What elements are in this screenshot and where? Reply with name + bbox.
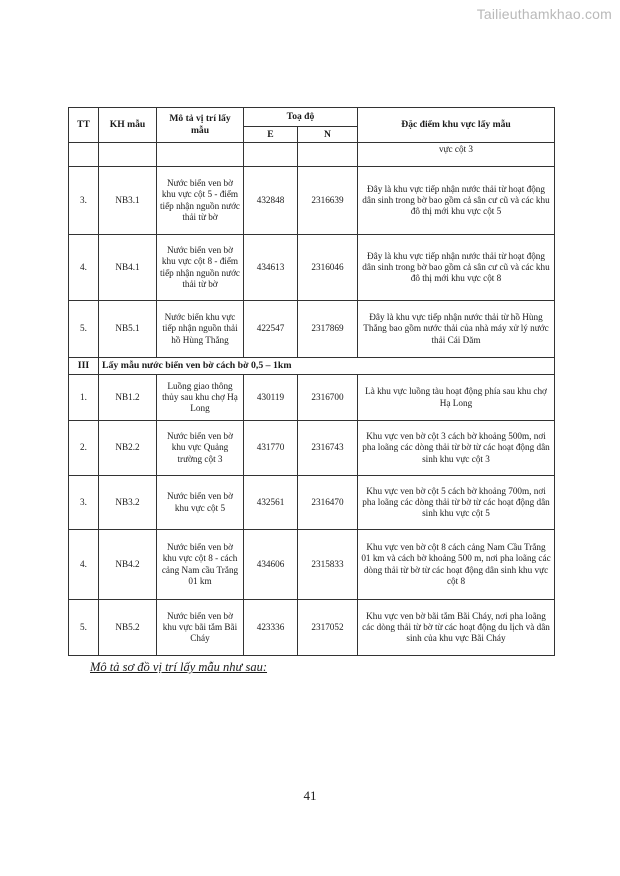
cell-features: Đây là khu vực tiếp nhận nước thải từ hoạt động dân sinh trong bờ bao gồm cả sân cư cũ và các khu đô thị mới khu vực cột 5: [358, 167, 555, 235]
cell-n: 2316639: [298, 167, 358, 235]
cell-features: Khu vực ven bờ cột 8 cách cảng Nam Cầu Trắng 01 km và cách bờ khoảng 500 m, nơi pha loãng các dòng thải từ bờ từ các hoạt động dân sinh khu vực cột 8: [358, 530, 555, 600]
section-row: [69, 358, 555, 375]
cell-kh: NB3.2: [99, 476, 157, 530]
cell-desc: Nước biển ven bờ khu vực cột 5 - điểm tiếp nhận nguồn nước thải từ bờ: [157, 167, 244, 235]
cell-kh: NB4.2: [99, 530, 157, 600]
cell-kh: [99, 143, 157, 167]
cell-tt: 4.: [69, 530, 99, 600]
cell-kh: NB5.1: [99, 301, 157, 358]
header-kh: KH mẫu: [99, 108, 157, 143]
cell-desc: Nước biển ven bờ khu vực bãi tắm Bãi Cháy: [157, 600, 244, 656]
cell-n: 2317052: [298, 600, 358, 656]
header-e: E: [244, 127, 298, 143]
header-coord: Toạ độ: [244, 108, 358, 127]
cell-tt: 3.: [69, 476, 99, 530]
cell-e: 434613: [244, 235, 298, 301]
cell-n: 2316046: [298, 235, 358, 301]
figure-caption: Mô tả sơ đồ vị trí lấy mẫu như sau:: [90, 660, 268, 674]
table-row: [69, 375, 555, 421]
table-row: [69, 421, 555, 476]
cell-desc: Nước biển ven bờ khu vực cột 5: [157, 476, 244, 530]
sampling-table: [68, 107, 555, 656]
cell-n: 2316470: [298, 476, 358, 530]
table-row: [69, 167, 555, 235]
cell-desc: Nước biển ven bờ khu vực Quảng trường cột 3: [157, 421, 244, 476]
cell-kh: NB1.2: [99, 375, 157, 421]
table-row: [69, 143, 555, 167]
header-features: Đặc điểm khu vực lấy mẫu: [358, 108, 555, 143]
cell-e: 432561: [244, 476, 298, 530]
table-row: [69, 600, 555, 656]
cell-n: 2316700: [298, 375, 358, 421]
cell-desc: Nước biển ven bờ khu vực cột 8 - điểm tiếp nhận nguồn nước thải từ bờ: [157, 235, 244, 301]
cell-n: [298, 143, 358, 167]
cell-features: Đây là khu vực tiếp nhận nước thải từ hoạt động dân sinh trong bờ bao gồm cả sân cư cũ và các khu đô thị mới khu vực cột 8: [358, 235, 555, 301]
cell-kh: NB4.1: [99, 235, 157, 301]
watermark: Tailieuthamkhao.com: [476, 6, 612, 22]
cell-features: Khu vực ven bờ cột 3 cách bờ khoảng 500m, nơi pha loãng các dòng thải từ bờ từ các hoạt động dân sinh khu vực cột 3: [358, 421, 555, 476]
cell-e: 431770: [244, 421, 298, 476]
cell-tt: 4.: [69, 235, 99, 301]
cell-features: Là khu vực luồng tàu hoạt động phía sau khu chợ Hạ Long: [358, 375, 555, 421]
cell-e: 423336: [244, 600, 298, 656]
cell-n: 2316743: [298, 421, 358, 476]
cell-e: 432848: [244, 167, 298, 235]
cell-kh: NB2.2: [99, 421, 157, 476]
cell-kh: NB3.1: [99, 167, 157, 235]
cell-e: 430119: [244, 375, 298, 421]
cell-e: 434606: [244, 530, 298, 600]
cell-n: 2315833: [298, 530, 358, 600]
cell-e: 422547: [244, 301, 298, 358]
table-row: [69, 301, 555, 358]
header-n: N: [298, 127, 358, 143]
cell-kh: NB5.2: [99, 600, 157, 656]
cell-tt: 5.: [69, 600, 99, 656]
table-row: [69, 530, 555, 600]
cell-desc: [157, 143, 244, 167]
cell-e: [244, 143, 298, 167]
cell-tt: 5.: [69, 301, 99, 358]
table-row: [69, 235, 555, 301]
cell-desc: Nước biển ven bờ khu vực cột 8 - cách cảng Nam cầu Trắng 01 km: [157, 530, 244, 600]
cell-features: vực cột 3: [358, 143, 555, 167]
section-number: III: [69, 358, 99, 375]
header-tt: TT: [69, 108, 99, 143]
cell-n: 2317869: [298, 301, 358, 358]
cell-tt: 3.: [69, 167, 99, 235]
cell-features: Khu vực ven bờ bãi tắm Bãi Cháy, nơi pha loãng các dòng thải từ bờ từ các hoạt động du lịch và dân sinh của khu vực Bãi Cháy: [358, 600, 555, 656]
cell-tt: 2.: [69, 421, 99, 476]
cell-features: Đây là khu vực tiếp nhận nước thải từ hồ Hùng Thắng bao gồm nước thải của nhà máy xử lý nước thải Cái Dăm: [358, 301, 555, 358]
cell-desc: Luồng giao thông thủy sau khu chợ Hạ Long: [157, 375, 244, 421]
table-row: [69, 476, 555, 530]
section-title: Lấy mẫu nước biển ven bờ cách bờ 0,5 – 1km: [99, 358, 555, 375]
cell-desc: Nước biển khu vực tiếp nhận nguồn thải hồ Hùng Thắng: [157, 301, 244, 358]
header-desc: Mô tả vị trí lấy mẫu: [157, 108, 244, 143]
cell-features: Khu vực ven bờ cột 5 cách bờ khoảng 700m, nơi pha loãng các dòng thải từ bờ từ các hoạt động dân sinh khu vực cột 5: [358, 476, 555, 530]
cell-tt: [69, 143, 99, 167]
page-number: 41: [303, 788, 317, 803]
cell-tt: 1.: [69, 375, 99, 421]
